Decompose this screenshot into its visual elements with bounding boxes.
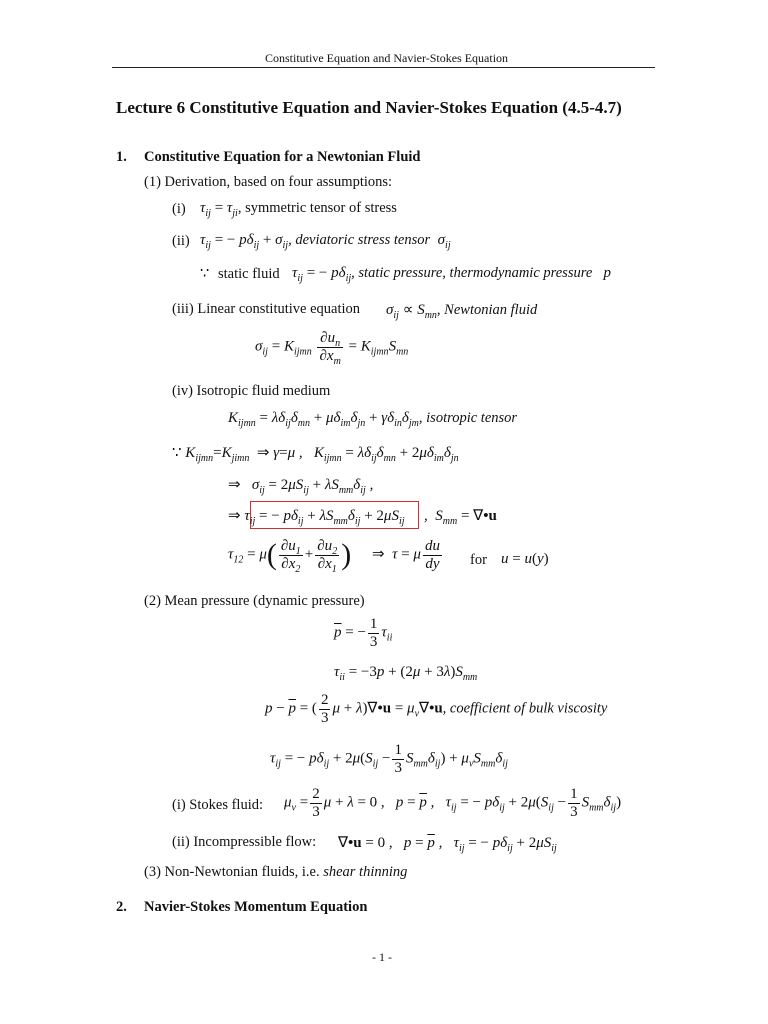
deviatoric-stress-equation: $\tau_{ij}$ = − $p\delta_{ij} + \sigma_{ij}$, deviatoric stress tensor $\sigma_{ij}$ bbox=[200, 232, 451, 251]
isotropic-tensor-equation: $K_{ijmn} = \lambda\delta_{ij}\delta_{mn} + \mu\delta_{im}\delta_{jn} + \gamma\delta_{in}\delta_{jm}$, isotropic tensor bbox=[228, 410, 518, 429]
section-1-number: 1. bbox=[116, 149, 127, 165]
divergence-equation: , $S_{mm}$ = ∇•u bbox=[424, 508, 497, 527]
bulk-desc: , coefficient of bulk viscosity bbox=[442, 700, 608, 717]
velocity-profile-equation: u = u(y) bbox=[501, 551, 549, 567]
non-newtonian-text bbox=[144, 864, 407, 881]
non-newtonian-lead: (3) Non-Newtonian fluids, i.e. bbox=[144, 864, 320, 880]
static-pressure-equation: $\tau_{ij}$ = − $p\delta_{ij}$, static pressure, thermodynamic pressure p bbox=[292, 265, 612, 284]
stokes-fluid-equation: $\mu_v$ = $\frac{2}{3}$ μ + λ = 0 , $p = \overline{p}$ , $\tau_{ij}$ = − $p\delta_{ij} + 2\mu(S_{ij}$ − $\frac{1}{3}$ $S_{mm}\delta_{ij}$) bbox=[284, 786, 622, 820]
item-iv-text: (iv) Isotropic fluid medium bbox=[172, 383, 331, 399]
constitutive-relation-equation: $\sigma_{ij} = K_{ijmn}$ $\frac{\partial u_n}{\partial x_m}$ = $K_{ijmn}S_{mn}$ bbox=[255, 330, 409, 367]
item-ii-label: (ii) bbox=[172, 233, 190, 249]
shear-stress-equation: $\tau_{12} = \mu$( $\frac{\partial u_1}{\partial x_2}$ + $\frac{\partial u_2}{\partial x_1}$ ) bbox=[228, 538, 352, 575]
linear-proportional-equation: $\sigma_{ij} \propto S_{mn}$, Newtonian fluid bbox=[386, 302, 538, 321]
simple-shear-equation: ⇒ τ = μ $\frac{du}{dy}$ bbox=[372, 538, 440, 572]
stokes-fluid-label: (i) Stokes fluid: bbox=[172, 797, 264, 813]
static-fluid-label: static fluid bbox=[218, 266, 280, 282]
because-symbol: ∵ bbox=[200, 266, 210, 282]
full-stress-equation: $\tau_{ij}$ = − $p\delta_{ij} + 2\mu(S_{ij}$ − $\frac{1}{3}$ $S_{mm}\delta_{ij}) + \mu_vS_{mm}\delta_{ij}$ bbox=[270, 742, 508, 776]
isotropic-desc: , isotropic tensor bbox=[418, 410, 518, 426]
symmetric-stress-equation: $\tau_{ij} = \tau_{ji}$, symmetric tensor of stress bbox=[200, 200, 397, 219]
newtonian-stress-equation: ⇒ $\tau_{ij}$ = − $p\delta_{ij} + \lambda S_{mm}\delta_{ij} + 2\mu S_{ij}$ bbox=[228, 508, 405, 527]
section-2-number: 2. bbox=[116, 899, 127, 915]
section-2-heading: Navier-Stokes Momentum Equation bbox=[144, 899, 368, 915]
static-desc: , static pressure, thermodynamic pressure bbox=[351, 265, 593, 281]
for-label: for bbox=[470, 552, 487, 568]
section-1-heading: Constitutive Equation for a Newtonian Fluid bbox=[144, 149, 421, 165]
item-iii-desc: , Newtonian fluid bbox=[436, 302, 538, 318]
page-number: - 1 - bbox=[372, 950, 392, 964]
item-iii-text: (iii) Linear constitutive equation bbox=[172, 301, 361, 317]
page-title: Lecture 6 Constitutive Equation and Navier-Stokes Equation (4.5-4.7) bbox=[116, 98, 622, 117]
item-i-label: (i) bbox=[172, 201, 186, 217]
symmetry-implication-equation: ∵ $K_{ijmn}=K_{jimn}$ ⇒ γ=μ , $K_{ijmn} = \lambda\delta_{ij}\delta_{mn} + 2\mu\delta_{im}\delta_{jn}$ bbox=[172, 445, 459, 464]
trace-stress-equation: $\tau_{ii} = -3p + (2\mu + 3\lambda)S_{mm}$ bbox=[334, 664, 478, 683]
mean-pressure-heading: (2) Mean pressure (dynamic pressure) bbox=[144, 593, 365, 609]
item-ii-desc: , deviatoric stress tensor bbox=[288, 232, 431, 248]
header-rule bbox=[112, 67, 655, 68]
derivation-text: (1) Derivation, based on four assumptions: bbox=[144, 174, 393, 190]
running-header: Constitutive Equation and Navier-Stokes Equation bbox=[265, 51, 509, 65]
shear-thinning-term: shear thinning bbox=[323, 864, 408, 880]
incompressible-label: (ii) Incompressible flow: bbox=[172, 834, 317, 850]
incompressible-equation: ∇•u = 0 , $p = \overline{p}$ , $\tau_{ij}$ = − $p\delta_{ij} + 2\mu S_{ij}$ bbox=[338, 835, 557, 854]
bulk-viscosity-equation: $p - \overline{p}$ = ( $\frac{2}{3}$ μ + λ)∇•u = $\mu_v\nabla•u$, coefficient of bulk viscosity bbox=[265, 692, 608, 726]
deviatoric-result-equation: ⇒ $\sigma_{ij} = 2\mu S_{ij} + \lambda S_{mm}\delta_{ij}$ , bbox=[228, 477, 374, 496]
item-i-desc: , symmetric tensor of stress bbox=[237, 200, 397, 216]
mean-pressure-equation: $\overline{p}$ = − $\frac{1}{3}$ $\tau_{ii}$ bbox=[334, 616, 393, 650]
